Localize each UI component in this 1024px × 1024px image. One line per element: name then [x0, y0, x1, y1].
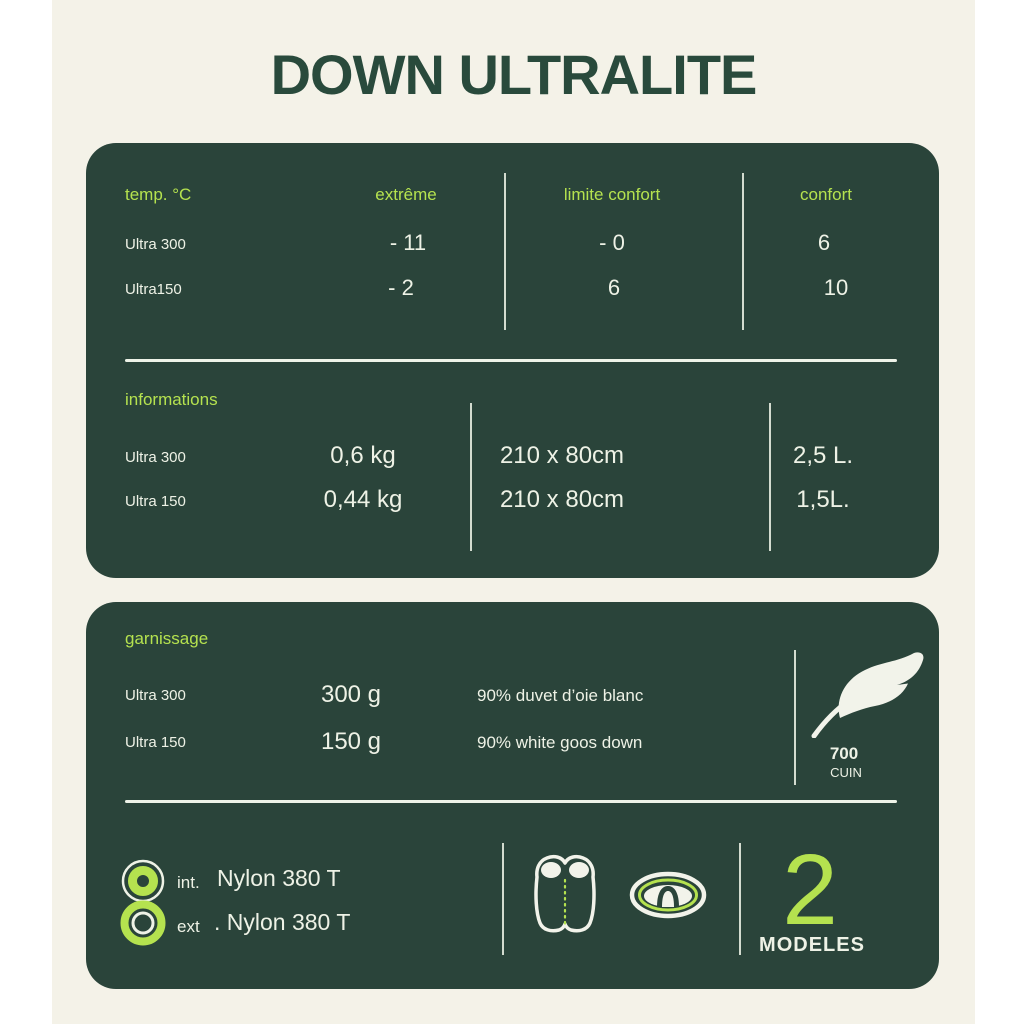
limite-confort-header: limite confort: [563, 185, 661, 204]
fill-power-divider: [794, 650, 796, 785]
temp-confort-value: 10: [823, 275, 849, 300]
interior-material: Nylon 380 T: [217, 865, 341, 891]
garnissage-panel: [86, 602, 939, 989]
exterior-label: ext: [177, 917, 200, 936]
model-label: Ultra 150: [125, 734, 186, 751]
section-divider: [125, 800, 897, 803]
model-label: Ultra 300: [125, 236, 186, 253]
temp-extreme-value: - 11: [389, 230, 427, 255]
down-weight-value: 150 g: [320, 728, 382, 755]
model-count: 2: [782, 834, 838, 946]
page-title: DOWN ULTRALITE: [270, 43, 757, 106]
down-composition: 90% white goos down: [477, 733, 643, 752]
dimensions-value: 210 x 80cm: [499, 442, 625, 469]
pictogram-divider: [502, 843, 504, 955]
fill-power-unit: CUIN: [830, 765, 862, 780]
temp-extreme-value: - 2: [388, 275, 414, 300]
pictogram-divider: [739, 843, 741, 955]
bag-cross-section-icon: [628, 871, 708, 919]
temperature-panel: [86, 143, 939, 578]
model-count-label: MODELES: [759, 934, 865, 956]
interior-label: int.: [177, 873, 200, 892]
spec-sheet-poster: [52, 0, 975, 1024]
model-label: Ultra 150: [125, 493, 186, 510]
volume-value: 1,5L.: [796, 486, 850, 513]
informations-header: informations: [125, 390, 218, 409]
volume-value: 2,5 L.: [792, 442, 854, 469]
section-divider: [125, 359, 897, 362]
extreme-header: extrême: [375, 185, 437, 204]
temp-limite-value: - 0: [599, 230, 625, 255]
weight-value: 0,44 kg: [323, 486, 403, 513]
fill-power-value: 700: [829, 744, 859, 763]
feather-icon: [809, 652, 931, 738]
target-circle-icon: [119, 857, 167, 905]
column-divider: [470, 403, 472, 551]
column-divider: [769, 403, 771, 551]
model-label: Ultra 300: [125, 449, 186, 466]
model-label: Ultra 300: [125, 687, 186, 704]
double-sleeping-bag-icon: [532, 853, 598, 933]
temp-header: temp. °C: [125, 185, 192, 204]
temp-limite-value: 6: [607, 275, 621, 300]
dimensions-value: 210 x 80cm: [499, 486, 625, 513]
column-divider: [742, 173, 744, 330]
ring-circle-icon: [119, 899, 167, 947]
column-divider: [504, 173, 506, 330]
temp-confort-value: 6: [817, 230, 831, 255]
model-label: Ultra150: [125, 281, 182, 298]
exterior-material: . Nylon 380 T: [214, 909, 351, 935]
weight-value: 0,6 kg: [330, 442, 396, 469]
garnissage-header: garnissage: [125, 629, 209, 648]
down-weight-value: 300 g: [320, 681, 382, 708]
confort-header: confort: [800, 185, 852, 204]
down-composition: 90% duvet d’oie blanc: [477, 686, 644, 705]
